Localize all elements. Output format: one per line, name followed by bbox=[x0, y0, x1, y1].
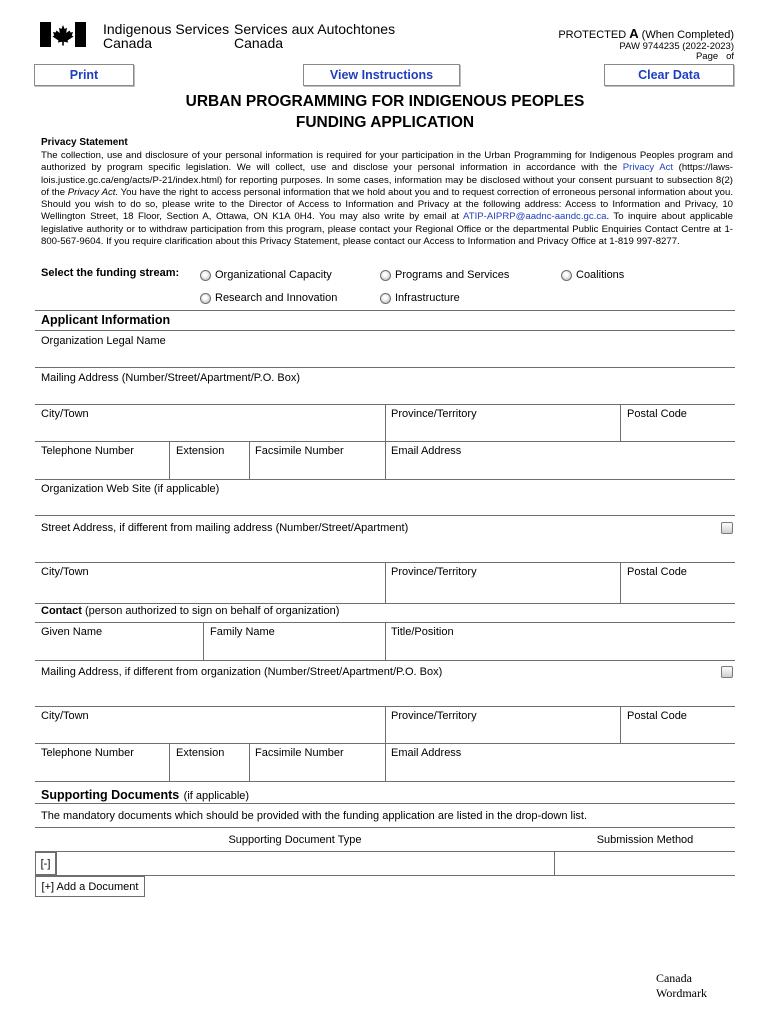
email-label: Email Address bbox=[391, 445, 462, 457]
contact-email-label: Email Address bbox=[391, 747, 462, 759]
contact-fax-label: Facsimile Number bbox=[255, 747, 344, 759]
col-submission-method: Submission Method bbox=[596, 834, 694, 846]
divider bbox=[35, 330, 735, 331]
protected-suffix: (When Completed) bbox=[641, 29, 734, 41]
radio-coalitions[interactable] bbox=[561, 270, 572, 281]
department-en-line1: Indigenous Services bbox=[103, 21, 230, 37]
divider bbox=[35, 310, 735, 311]
website-label: Organization Web Site (if applicable) bbox=[41, 483, 220, 495]
contact-extension-label: Extension bbox=[176, 747, 225, 759]
supporting-heading bbox=[41, 786, 249, 804]
privacy-statement bbox=[41, 150, 733, 248]
mailing-address-field[interactable] bbox=[35, 385, 735, 404]
page-of-label: of bbox=[726, 51, 734, 62]
option-research-innovation: Research and Innovation bbox=[215, 292, 338, 304]
province-label: Province/Territory bbox=[391, 408, 477, 420]
protected-label bbox=[558, 26, 734, 41]
divider bbox=[385, 622, 386, 660]
divider bbox=[249, 743, 250, 781]
privacy-text-3: You have the right to access personal information that we hold about you and to request correction of erroneous personal information about you. Should you wish to do so, please write to the Director of Access to Information and Privacy at the following address: Access to Information and Privacy, 10 Wellington Street, 18 Floor, Section A, Ottawa, ON K1A 0H4. You may also write by email at bbox=[41, 186, 734, 223]
supporting-heading-text: Supporting Documents bbox=[41, 788, 180, 802]
divider bbox=[385, 441, 386, 479]
page-label: Page bbox=[695, 51, 719, 62]
applicant-heading: Applicant Information bbox=[41, 313, 171, 327]
divider bbox=[385, 743, 386, 781]
divider bbox=[35, 660, 735, 661]
privacy-text-1: The collection, use and disclosure of your personal information is required for your participation in the Urban Programming for Indigenous Peoples program and authorized by program specific legislation. We will collect, use and disclose your personal information in accordance with the bbox=[41, 150, 733, 174]
contact-city-label: City/Town bbox=[41, 710, 89, 722]
postal-code-label: Postal Code bbox=[627, 408, 687, 420]
privacy-act-link[interactable]: Privacy Act bbox=[622, 162, 674, 174]
supporting-note: The mandatory documents which should be provided with the funding application are listed in the drop-down list. bbox=[41, 810, 588, 822]
department-name-fr bbox=[234, 22, 395, 50]
canada-wordmark bbox=[656, 971, 707, 1001]
contact-mailing-label: Mailing Address, if different from organization (Number/Street/Apartment/P.O. Box) bbox=[41, 666, 443, 678]
divider bbox=[35, 803, 735, 804]
department-en-line2: Canada bbox=[103, 35, 153, 51]
contact-telephone-label: Telephone Number bbox=[41, 747, 134, 759]
option-coalitions: Coalitions bbox=[576, 269, 625, 281]
col-document-type: Supporting Document Type bbox=[228, 834, 362, 846]
telephone-label: Telephone Number bbox=[41, 445, 134, 457]
extension-label: Extension bbox=[176, 445, 225, 457]
divider bbox=[169, 441, 170, 479]
org-legal-name-field[interactable] bbox=[35, 348, 735, 367]
privacy-text-4: . To inquire about applicable legislative authority or to withdraw participation from this program, please contact your Regional Office or the departmental Public Enquiries Contact Centre at 1-800-567-9604. If you require clarification about this Privacy Statement, please contact our Access to Information and Privacy Office at 1-819 997-8277. bbox=[41, 211, 733, 248]
page-indicator bbox=[619, 52, 734, 62]
funding-stream-label: Select the funding stream: bbox=[41, 267, 180, 279]
given-name-label: Given Name bbox=[41, 626, 103, 638]
postal-code2-label: Postal Code bbox=[627, 566, 687, 578]
contact-heading-note: (person authorized to sign on behalf of organization) bbox=[85, 605, 340, 617]
divider bbox=[35, 781, 735, 782]
divider bbox=[385, 562, 386, 603]
street-address-checkbox[interactable] bbox=[721, 522, 733, 534]
option-infrastructure: Infrastructure bbox=[395, 292, 460, 304]
wordmark-line1: Canada bbox=[655, 971, 692, 985]
privacy-heading: Privacy Statement bbox=[41, 137, 128, 148]
divider bbox=[35, 603, 735, 604]
divider bbox=[35, 827, 735, 828]
divider bbox=[385, 404, 386, 441]
org-legal-name-label: Organization Legal Name bbox=[41, 335, 166, 347]
street-address-label: Street Address, if different from mailing address (Number/Street/Apartment) bbox=[41, 522, 409, 534]
wordmark-line2: Wordmark bbox=[655, 986, 707, 1000]
protected-prefix: PROTECTED bbox=[558, 29, 627, 41]
contact-heading-text: Contact bbox=[41, 605, 82, 617]
supporting-heading-note: (if applicable) bbox=[183, 790, 250, 802]
option-organizational-capacity: Organizational Capacity bbox=[215, 269, 332, 281]
divider bbox=[249, 441, 250, 479]
contact-heading bbox=[41, 605, 339, 617]
clear-data-button[interactable]: Clear Data bbox=[604, 64, 734, 86]
department-fr-line1: Services aux Autochtones bbox=[234, 21, 396, 37]
department-fr-line2: Canada bbox=[234, 35, 284, 51]
radio-organizational-capacity[interactable] bbox=[200, 270, 211, 281]
privacy-act-italic: Privacy Act. bbox=[67, 186, 119, 198]
form-number-text: PAW 9744235 (2022-2023) bbox=[619, 41, 734, 52]
city-label: City/Town bbox=[41, 408, 89, 420]
divider bbox=[385, 706, 386, 743]
divider bbox=[35, 367, 735, 368]
protected-level: A bbox=[629, 26, 639, 41]
divider bbox=[620, 706, 621, 743]
divider bbox=[169, 743, 170, 781]
form-title-line2: FUNDING APPLICATION bbox=[295, 114, 475, 131]
divider bbox=[35, 515, 735, 516]
option-programs-services: Programs and Services bbox=[395, 269, 510, 281]
family-name-label: Family Name bbox=[210, 626, 275, 638]
divider bbox=[620, 562, 621, 603]
document-type-dropdown[interactable] bbox=[57, 852, 554, 874]
radio-research-innovation[interactable] bbox=[200, 293, 211, 304]
atip-email-link[interactable]: ATIP-AIPRP@aadnc-aandc.gc.ca bbox=[463, 211, 607, 223]
divider bbox=[620, 404, 621, 441]
city2-label: City/Town bbox=[41, 566, 89, 578]
form-title-line1: URBAN PROGRAMMING FOR INDIGENOUS PEOPLES bbox=[185, 93, 585, 110]
add-document-button[interactable]: [+] Add a Document bbox=[35, 876, 145, 897]
print-button[interactable]: Print bbox=[34, 64, 134, 86]
website-field[interactable] bbox=[35, 496, 735, 515]
contact-mailing-checkbox[interactable] bbox=[721, 666, 733, 678]
contact-province-label: Province/Territory bbox=[391, 710, 477, 722]
radio-infrastructure[interactable] bbox=[380, 293, 391, 304]
privacy-text-2: (https://laws-lois.justice.gc.ca/eng/acts/P-21/index.html) for reporting purposes. In some cases, information may be disclosed without your consent pursuant to subsection 8(2) of the bbox=[41, 162, 734, 198]
province2-label: Province/Territory bbox=[391, 566, 477, 578]
form-number bbox=[619, 42, 734, 62]
contact-postal-label: Postal Code bbox=[627, 710, 687, 722]
canada-flag-icon bbox=[40, 22, 86, 47]
remove-document-button[interactable]: [-] bbox=[35, 852, 56, 875]
divider bbox=[35, 479, 735, 480]
title-position-label: Title/Position bbox=[391, 626, 454, 638]
department-name-en bbox=[103, 22, 229, 50]
divider bbox=[554, 851, 555, 875]
divider bbox=[203, 622, 204, 660]
submission-method-dropdown[interactable] bbox=[556, 852, 734, 874]
fax-label: Facsimile Number bbox=[255, 445, 344, 457]
view-instructions-button[interactable]: View Instructions bbox=[303, 64, 460, 86]
radio-programs-services[interactable] bbox=[380, 270, 391, 281]
mailing-address-label: Mailing Address (Number/Street/Apartment/P.O. Box) bbox=[41, 372, 301, 384]
